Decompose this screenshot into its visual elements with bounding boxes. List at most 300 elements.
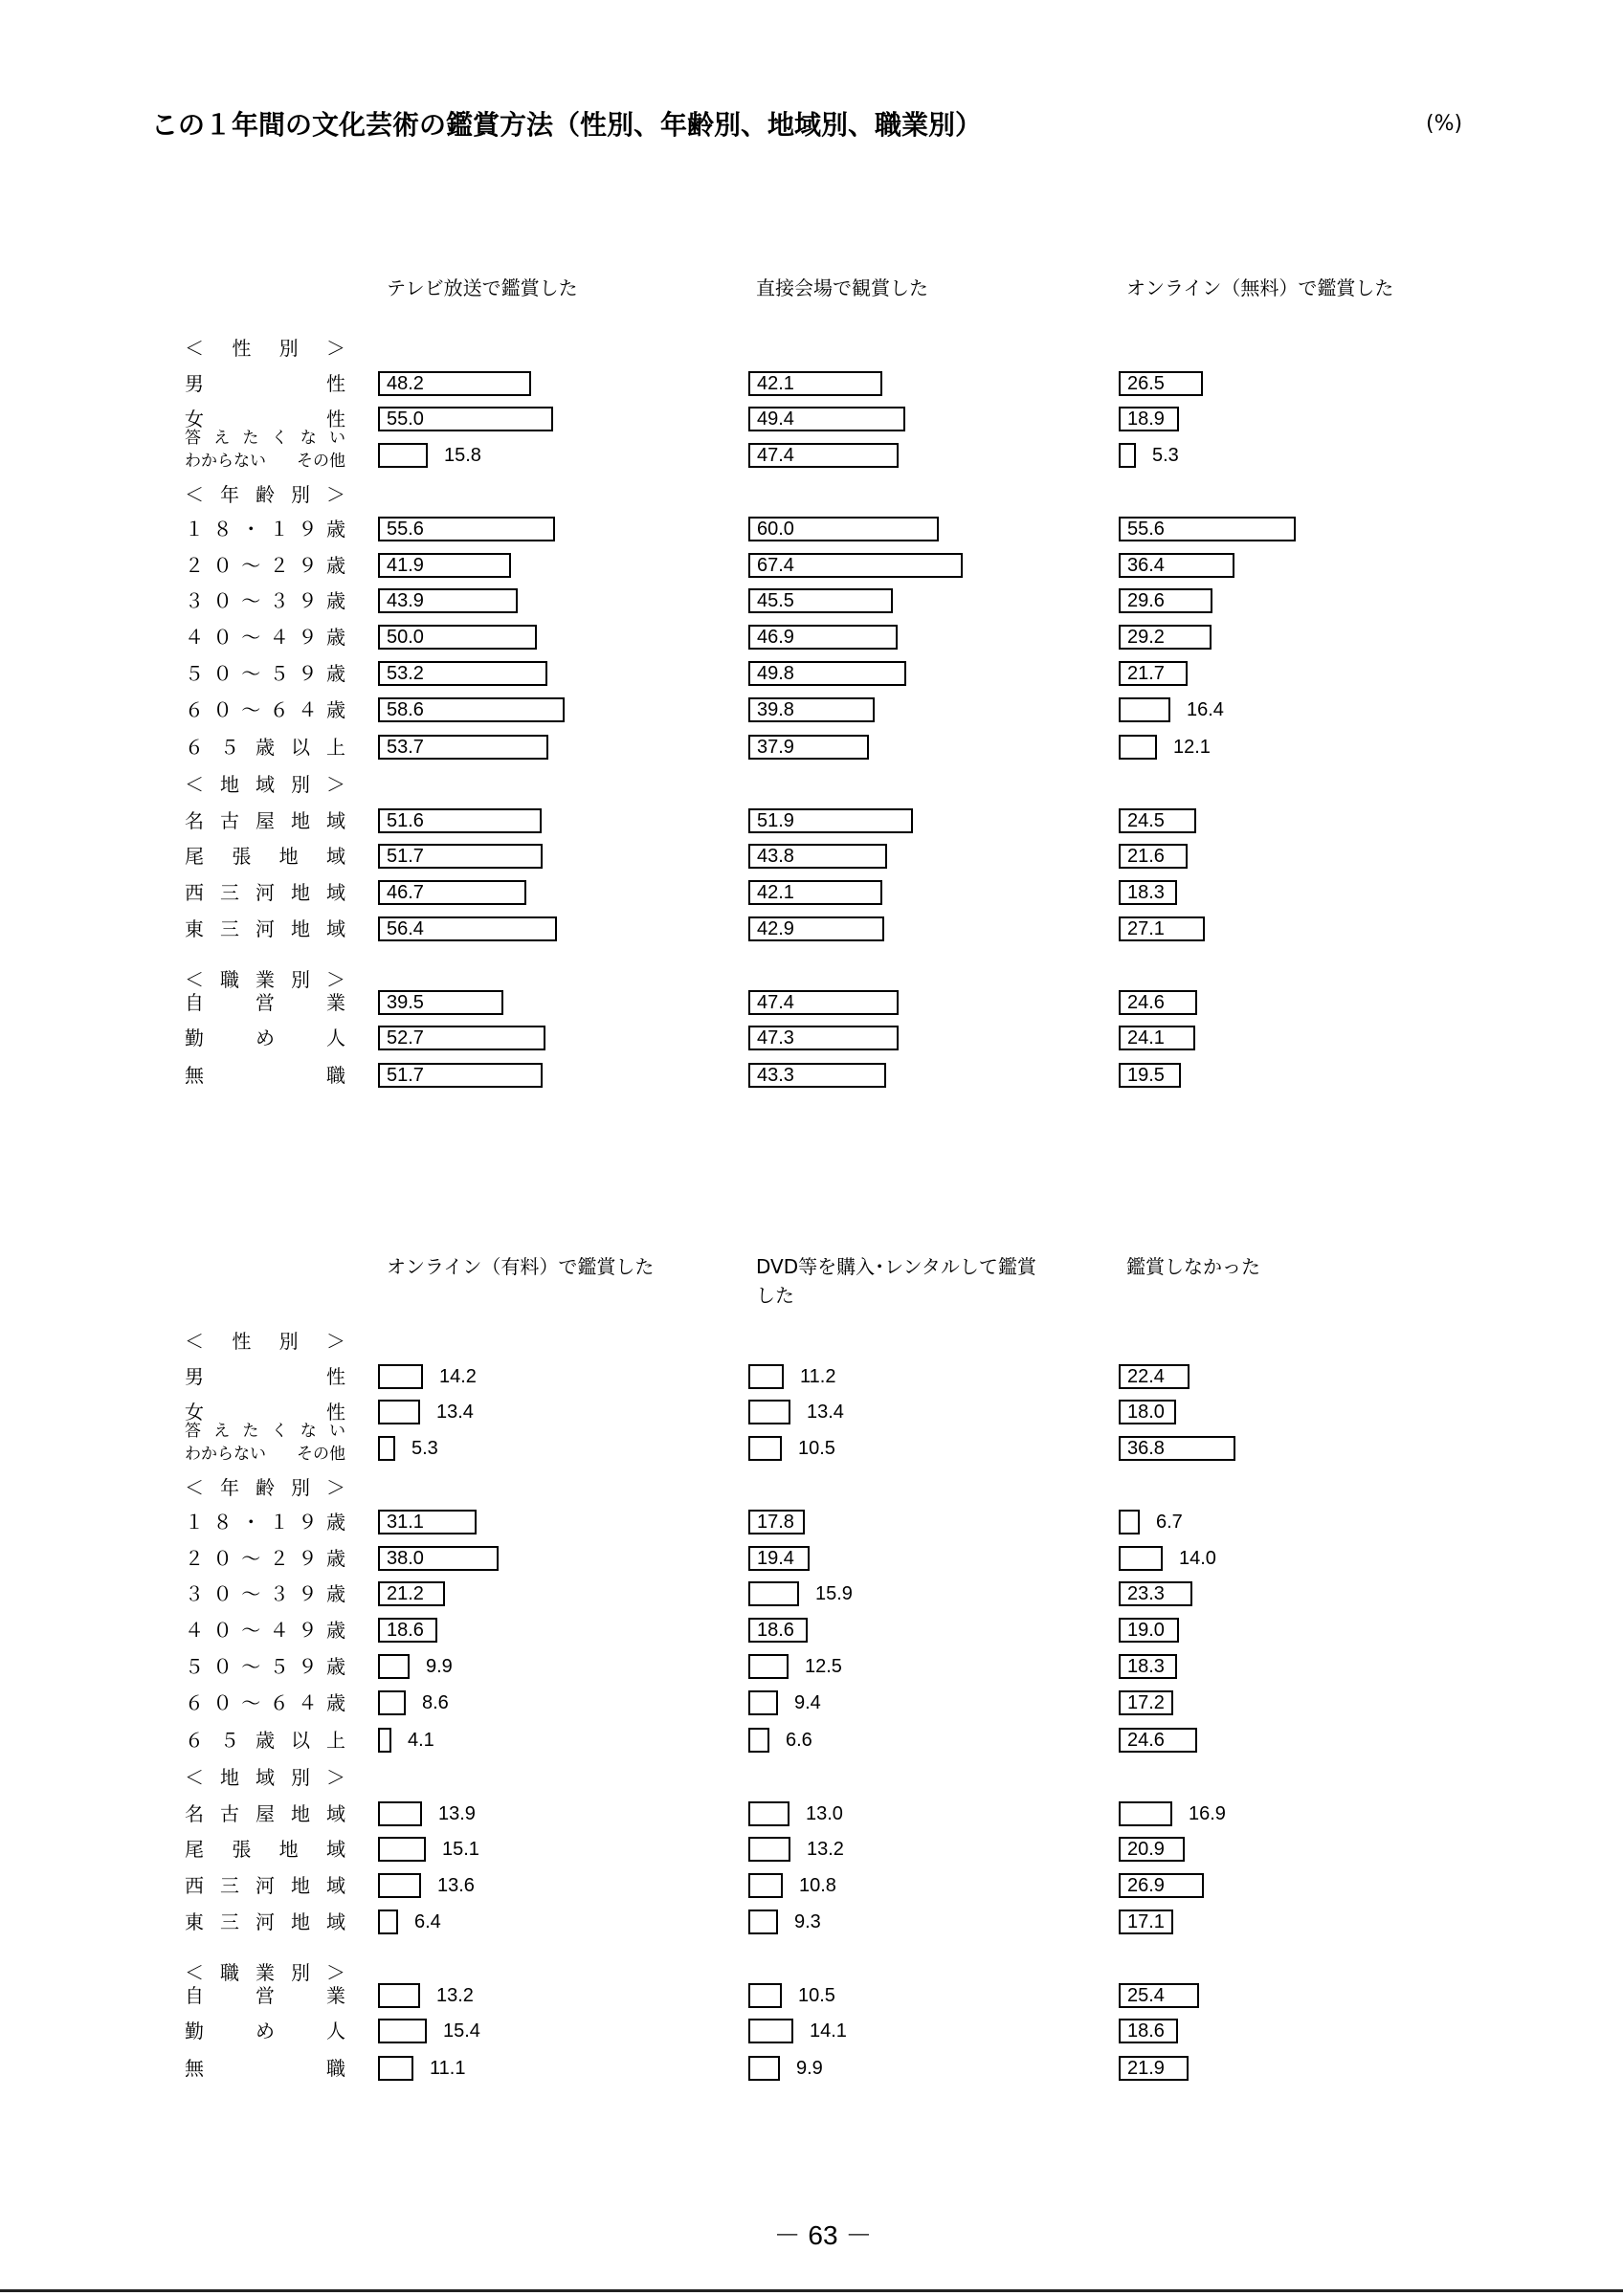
bar-value-label: 13.6 (437, 1875, 475, 1896)
bar (1119, 735, 1157, 760)
label-glyph: 営 (256, 991, 275, 1014)
row-label (185, 2057, 345, 2080)
series-title: 鑑賞しなかった (1126, 1255, 1260, 1278)
label-glyph: 答 (185, 429, 201, 448)
label-glyph: ５ (220, 1729, 239, 1752)
bar-value-label: 56.4 (387, 918, 424, 939)
bar-value-label: 16.4 (1187, 699, 1224, 720)
label-line (185, 2057, 345, 2080)
label-glyph: ＞ (326, 968, 345, 991)
bar-value-label: 9.3 (794, 1911, 821, 1932)
section-label (185, 1766, 345, 1789)
bar (1119, 443, 1136, 468)
label-glyph: 東 (185, 917, 204, 940)
bar (748, 1654, 789, 1679)
label-glyph: ＜ (185, 483, 204, 506)
label-line (185, 968, 345, 991)
label-glyph: 上 (326, 736, 345, 759)
bar-value-label: 27.1 (1127, 918, 1165, 939)
bar-value-label: 18.6 (757, 1620, 794, 1641)
label-glyph: 齢 (256, 1476, 275, 1499)
row-label (185, 1691, 345, 1714)
bar (748, 1690, 778, 1715)
label-line (185, 773, 345, 796)
row-label (185, 845, 345, 868)
bar-value-label: 21.6 (1127, 846, 1165, 867)
label-glyph: ０ (212, 554, 233, 577)
label-glyph: 別 (291, 1961, 310, 1984)
bar (378, 2056, 413, 2081)
bar-value-label: 47.4 (757, 992, 794, 1013)
label-line (185, 1420, 345, 1443)
label-glyph: １ (269, 1511, 289, 1534)
label-line (185, 1443, 345, 1466)
bar-value-label: 58.6 (387, 699, 424, 720)
bar-value-label: 55.0 (387, 408, 424, 430)
label-line (185, 736, 345, 759)
label-glyph: 別 (291, 968, 310, 991)
label-glyph: 自 (185, 1984, 204, 2007)
bar (378, 1801, 422, 1826)
row-label (185, 809, 345, 832)
label-glyph: 上 (326, 1729, 345, 1752)
label-glyph: ３ (185, 1582, 204, 1605)
bar-value-label: 67.4 (757, 555, 794, 576)
bar (748, 2019, 793, 2043)
label-glyph: 答 (185, 1422, 201, 1441)
row-label (185, 662, 345, 685)
bar (378, 1436, 395, 1461)
section-label (185, 773, 345, 796)
bar (748, 1801, 789, 1826)
row-label (185, 1064, 345, 1087)
bar-value-label: 50.0 (387, 627, 424, 648)
label-glyph: ～ (241, 662, 261, 685)
bar-value-label: 43.8 (757, 846, 794, 867)
bar-value-label: 5.3 (411, 1438, 438, 1459)
label-glyph: な (300, 1422, 317, 1441)
page-title: この１年間の文化芸術の鑑賞方法（性別、年齢別、地域別、職業別） (151, 109, 983, 141)
bar (378, 1690, 406, 1715)
bar-value-label: 14.1 (810, 2020, 847, 2042)
label-glyph: 地 (220, 1766, 239, 1789)
bar-value-label: 5.3 (1152, 445, 1179, 466)
label-line (185, 554, 345, 577)
row-label (185, 1655, 345, 1678)
bar-value-label: 51.7 (387, 846, 424, 867)
label-glyph: ＜ (185, 1330, 204, 1353)
bar-value-label: 52.7 (387, 1027, 424, 1049)
label-glyph: 職 (220, 1961, 239, 1984)
bar (748, 1983, 782, 2008)
label-line (185, 518, 345, 541)
bar-value-label: 18.3 (1127, 1656, 1165, 1677)
row-label (185, 372, 345, 395)
label-glyph: く (271, 429, 288, 448)
label-glyph: ６ (269, 1691, 289, 1714)
label-glyph: 歳 (325, 554, 345, 577)
bar-value-label: 18.6 (1127, 2020, 1165, 2042)
label-glyph: 三 (220, 917, 239, 940)
label-line (185, 1910, 345, 1933)
series-title: 直接会場で観賞した (756, 276, 928, 299)
row-label (185, 1365, 345, 1388)
label-glyph: ＜ (185, 1766, 204, 1789)
label-glyph: ９ (298, 1655, 318, 1678)
label-glyph: ３ (185, 589, 204, 612)
label-glyph: 地 (291, 881, 310, 904)
row-label (185, 554, 345, 577)
bar-value-label: 12.5 (805, 1656, 842, 1677)
label-glyph: 域 (326, 1910, 345, 1933)
label-glyph: 西 (185, 1874, 204, 1897)
bar (378, 1983, 420, 2008)
bar-value-label: 13.0 (806, 1803, 843, 1824)
bar (748, 2056, 780, 2081)
row-label (185, 881, 345, 904)
bar-value-label: 49.4 (757, 408, 794, 430)
bar-value-label: 29.6 (1127, 590, 1165, 611)
bar-value-label: 39.8 (757, 699, 794, 720)
bar-value-label: 42.1 (757, 373, 794, 394)
bar-value-label: 51.9 (757, 810, 794, 831)
label-glyph: 勤 (185, 2020, 204, 2042)
label-glyph: ０ (212, 1691, 233, 1714)
label-glyph: 無 (185, 2057, 204, 2080)
label-glyph: ９ (298, 554, 318, 577)
label-glyph: その他 (297, 1445, 345, 1464)
label-line (185, 1691, 345, 1714)
label-glyph: ２ (185, 1547, 204, 1570)
bar (748, 1728, 769, 1753)
bar-value-label: 13.2 (436, 1985, 474, 2006)
label-line (185, 1874, 345, 1897)
label-glyph: 女 (185, 1401, 204, 1424)
label-glyph: 業 (326, 1984, 345, 2007)
row-label (185, 1619, 345, 1642)
label-line (185, 1984, 345, 2007)
bar-value-label: 60.0 (757, 519, 794, 540)
label-glyph: 性 (232, 1330, 252, 1353)
label-glyph: い (328, 429, 345, 448)
page-bottom-rule (0, 2289, 1623, 2292)
row-label (185, 1910, 345, 1933)
row-label (185, 589, 345, 612)
row-label (185, 1838, 345, 1861)
label-glyph: わからない (185, 452, 266, 471)
bar (748, 1364, 784, 1389)
label-glyph: 歳 (325, 1619, 345, 1642)
bar-value-label: 41.9 (387, 555, 424, 576)
label-glyph: ９ (298, 589, 318, 612)
label-glyph: ０ (212, 589, 233, 612)
bar-value-label: 19.5 (1127, 1065, 1165, 1086)
label-glyph: 歳 (256, 736, 275, 759)
bar-value-label: 24.1 (1127, 1027, 1165, 1049)
label-glyph: 屋 (256, 809, 275, 832)
label-glyph: た (242, 1422, 259, 1441)
bar-value-label: 15.1 (442, 1839, 479, 1860)
label-glyph: 歳 (325, 589, 345, 612)
label-glyph: ９ (298, 662, 318, 685)
label-glyph: た (242, 429, 259, 448)
section-label (185, 1330, 345, 1353)
label-glyph: 河 (256, 1910, 275, 1933)
bar-value-label: 49.8 (757, 663, 794, 684)
label-glyph: 域 (326, 1802, 345, 1825)
bar (1119, 1546, 1163, 1571)
label-glyph: 西 (185, 881, 204, 904)
label-glyph: ～ (241, 554, 261, 577)
label-glyph: ＜ (185, 968, 204, 991)
label-glyph: 域 (325, 845, 345, 868)
bar-value-label: 11.2 (800, 1366, 836, 1387)
bar-value-label: 47.3 (757, 1027, 794, 1049)
row-label (185, 1874, 345, 1897)
bar-value-label: 47.4 (757, 445, 794, 466)
bar (378, 1837, 426, 1862)
label-glyph: 性 (326, 1401, 345, 1424)
label-glyph: ～ (241, 698, 261, 721)
label-glyph: い (328, 1422, 345, 1441)
label-glyph: ６ (185, 736, 204, 759)
bar-value-label: 18.9 (1127, 408, 1165, 430)
label-glyph: 歳 (325, 518, 345, 541)
bar (748, 1910, 778, 1934)
bar-value-label: 17.1 (1127, 1911, 1165, 1932)
label-line (185, 1961, 345, 1984)
label-glyph: 年 (220, 483, 239, 506)
bar-value-label: 53.7 (387, 737, 424, 758)
label-line (185, 1476, 345, 1499)
label-line (185, 1064, 345, 1087)
label-glyph: 歳 (256, 1729, 275, 1752)
bar-value-label: 21.9 (1127, 2058, 1165, 2079)
label-line (185, 450, 345, 473)
label-line (185, 2020, 345, 2042)
label-line (185, 427, 345, 450)
bar (748, 1873, 783, 1898)
label-line (185, 1766, 345, 1789)
label-glyph: 以 (291, 736, 310, 759)
bar-value-label: 13.2 (807, 1839, 844, 1860)
label-glyph: 東 (185, 1910, 204, 1933)
bar-value-label: 18.3 (1127, 882, 1165, 903)
bar-value-label: 9.9 (796, 2058, 823, 2079)
label-line (185, 809, 345, 832)
label-glyph: 以 (291, 1729, 310, 1752)
bar-value-label: 12.1 (1173, 737, 1211, 758)
row-label (185, 736, 345, 759)
label-glyph: ・ (241, 1511, 261, 1534)
label-glyph: ６ (185, 698, 204, 721)
label-glyph: 職 (326, 1064, 345, 1087)
unit-label: (%) (1426, 112, 1463, 136)
bar-value-label: 45.5 (757, 590, 794, 611)
bar-value-label: 14.2 (439, 1366, 477, 1387)
label-glyph: 域 (326, 917, 345, 940)
label-glyph: ０ (212, 1547, 233, 1570)
bar-value-label: 25.4 (1127, 1985, 1165, 2006)
label-line (185, 483, 345, 506)
label-glyph: え (213, 1422, 231, 1441)
label-glyph: 地 (291, 1802, 310, 1825)
bar (748, 1581, 799, 1606)
label-glyph: 歳 (325, 1582, 345, 1605)
label-glyph: ４ (269, 626, 289, 649)
label-glyph: 地 (220, 773, 239, 796)
label-glyph: ・ (241, 518, 261, 541)
label-glyph: 別 (278, 337, 299, 360)
label-glyph: 古 (220, 1802, 239, 1825)
label-glyph: ～ (241, 1582, 261, 1605)
bar-value-label: 9.4 (794, 1692, 821, 1713)
bar-value-label: 18.6 (387, 1620, 424, 1641)
label-glyph: め (256, 2020, 275, 2042)
label-glyph: ６ (185, 1729, 204, 1752)
label-glyph: ４ (185, 1619, 204, 1642)
label-glyph: ０ (212, 698, 233, 721)
row-label (185, 1547, 345, 1570)
label-glyph: ３ (269, 589, 289, 612)
label-glyph: ０ (212, 626, 233, 649)
section-label (185, 337, 345, 360)
label-line (185, 1547, 345, 1570)
bar-value-label: 24.6 (1127, 1730, 1165, 1751)
label-glyph: 地 (291, 917, 310, 940)
label-glyph: 地 (291, 1910, 310, 1933)
bar-value-label: 23.3 (1127, 1583, 1165, 1604)
bar-value-label: 24.6 (1127, 992, 1165, 1013)
label-line (185, 917, 345, 940)
bar-value-label: 17.8 (757, 1512, 794, 1533)
bar-value-label: 43.9 (387, 590, 424, 611)
label-glyph: 齢 (256, 483, 275, 506)
bar-value-label: 53.2 (387, 663, 424, 684)
bar-value-label: 51.6 (387, 810, 424, 831)
bar-value-label: 42.9 (757, 918, 794, 939)
label-line (185, 991, 345, 1014)
label-line (185, 589, 345, 612)
label-line (185, 1365, 345, 1388)
series-title: オンライン（有料）で鑑賞した (387, 1255, 655, 1278)
label-glyph: ＜ (185, 1476, 204, 1499)
label-glyph: 域 (256, 773, 275, 796)
bar-value-label: 11.1 (430, 2058, 466, 2079)
label-glyph: １ (269, 518, 289, 541)
bar (748, 1400, 790, 1424)
label-glyph: ２ (269, 1547, 289, 1570)
label-glyph: 地 (278, 1838, 299, 1861)
label-glyph: 別 (291, 483, 310, 506)
bar-value-label: 36.4 (1127, 555, 1165, 576)
bar-value-label: 39.5 (387, 992, 424, 1013)
label-line (185, 626, 345, 649)
label-glyph: 勤 (185, 1027, 204, 1049)
label-glyph: 河 (256, 1874, 275, 1897)
label-glyph: 尾 (185, 845, 204, 868)
label-glyph: ４ (298, 1691, 318, 1714)
label-glyph: 業 (256, 1961, 275, 1984)
row-label (185, 1511, 345, 1534)
bar-value-label: 15.9 (815, 1583, 853, 1604)
label-glyph: ５ (220, 736, 239, 759)
label-line (185, 372, 345, 395)
label-glyph: 河 (256, 881, 275, 904)
label-line (185, 1619, 345, 1642)
bar-value-label: 19.4 (757, 1548, 794, 1569)
bar-value-label: 4.1 (408, 1730, 434, 1751)
label-glyph: ＜ (185, 337, 204, 360)
row-label (185, 427, 345, 473)
label-glyph: 無 (185, 1064, 204, 1087)
row-label (185, 698, 345, 721)
label-glyph: 三 (220, 1874, 239, 1897)
bar-value-label: 13.4 (436, 1402, 474, 1423)
label-glyph: ２ (185, 554, 204, 577)
bar (1119, 1801, 1172, 1826)
label-glyph: 別 (291, 1476, 310, 1499)
label-line (185, 1802, 345, 1825)
label-glyph: ５ (185, 1655, 204, 1678)
section-label (185, 1476, 345, 1499)
label-glyph: その他 (297, 452, 345, 471)
bar-value-label: 55.6 (387, 519, 424, 540)
section-label (185, 968, 345, 991)
label-line (185, 1838, 345, 1861)
section-label (185, 483, 345, 506)
bar-value-label: 17.2 (1127, 1692, 1165, 1713)
bar-value-label: 13.9 (438, 1803, 476, 1824)
bar-value-label: 22.4 (1127, 1366, 1165, 1387)
label-glyph: ＞ (325, 337, 345, 360)
chart-panel-bottom (0, 1232, 1623, 2093)
label-glyph: ９ (298, 1511, 318, 1534)
label-line (185, 1330, 345, 1353)
label-glyph: 三 (220, 881, 239, 904)
bar-value-label: 46.7 (387, 882, 424, 903)
label-glyph: 域 (326, 1874, 345, 1897)
label-glyph: 人 (326, 1027, 345, 1049)
label-glyph: ＞ (326, 773, 345, 796)
bar-value-label: 15.4 (443, 2020, 480, 2042)
label-glyph: 歳 (325, 662, 345, 685)
label-glyph: 名 (185, 1802, 204, 1825)
page-number: － 63 － (773, 2220, 873, 2250)
label-glyph: 性 (232, 337, 252, 360)
bar (378, 1364, 423, 1389)
label-glyph: ＞ (326, 483, 345, 506)
label-glyph: ４ (185, 626, 204, 649)
label-glyph: ０ (212, 1582, 233, 1605)
label-line (185, 1655, 345, 1678)
bar (378, 2019, 427, 2043)
bar-value-label: 29.2 (1127, 627, 1165, 648)
section-label (185, 1961, 345, 1984)
label-glyph: 歳 (325, 698, 345, 721)
bar-value-label: 20.9 (1127, 1839, 1165, 1860)
label-line (185, 845, 345, 868)
bar (378, 1400, 420, 1424)
label-line (185, 1511, 345, 1534)
bar-value-label: 21.2 (387, 1583, 424, 1604)
label-glyph: ～ (241, 1691, 261, 1714)
bar-value-label: 42.1 (757, 882, 794, 903)
bar (378, 1654, 410, 1679)
bar-value-label: 18.0 (1127, 1402, 1165, 1423)
bar-value-label: 48.2 (387, 373, 424, 394)
bar-value-label: 13.4 (807, 1402, 844, 1423)
